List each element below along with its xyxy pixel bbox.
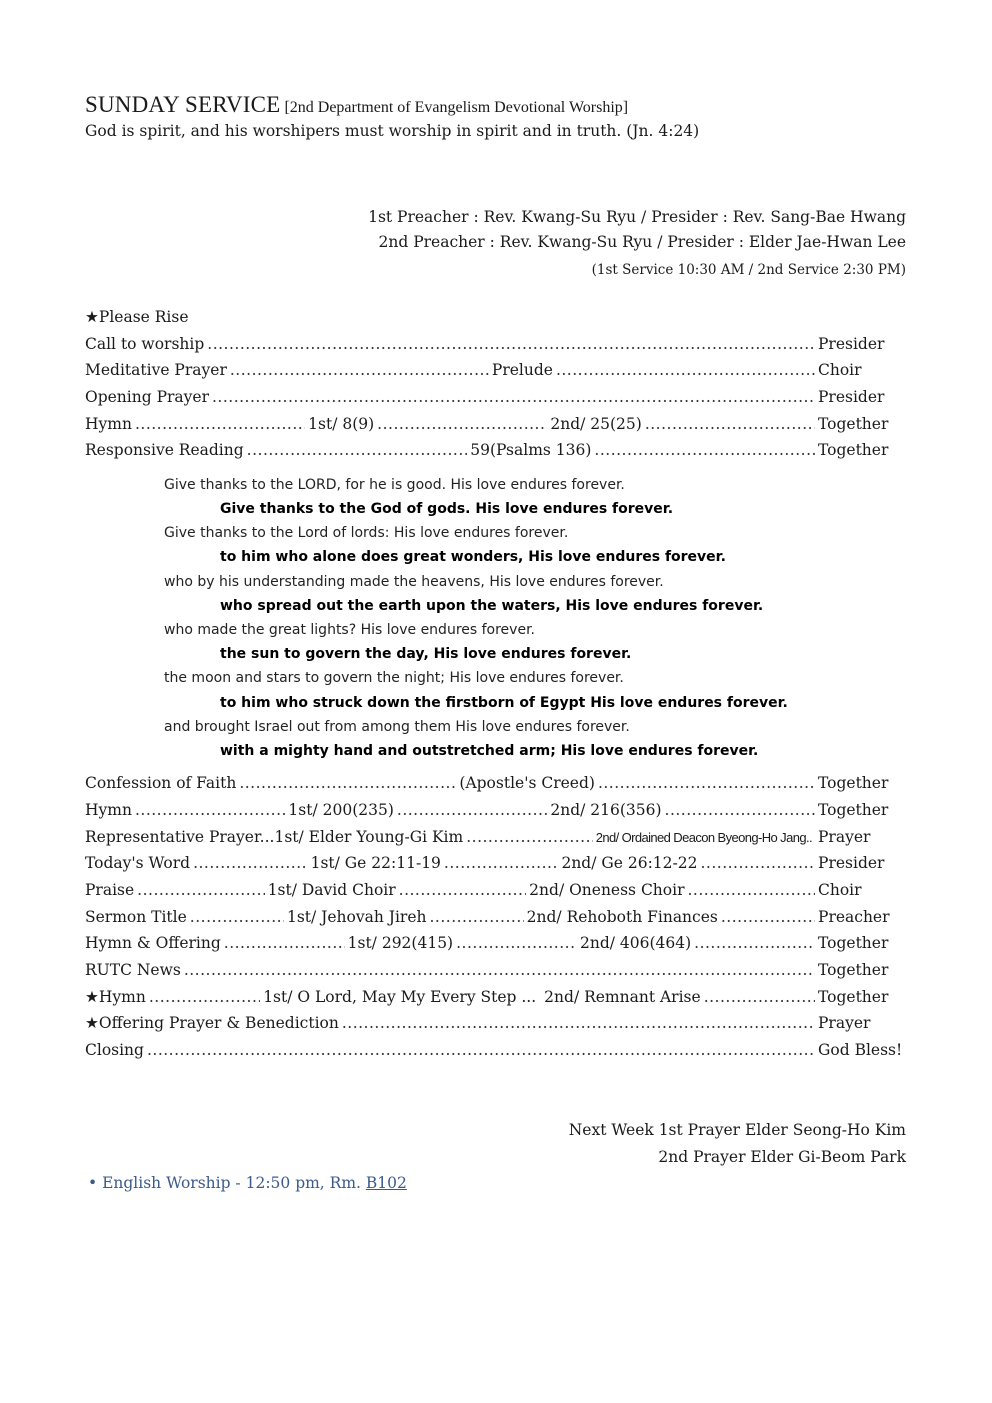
leader-dots [444, 854, 559, 872]
order-role: God Bless! [818, 1041, 903, 1059]
order-role: Presider [818, 854, 885, 872]
leader-dots [190, 908, 284, 926]
leader-dots [645, 415, 815, 433]
leader-dots [700, 854, 815, 872]
responsive-line-people: Give thanks to the God of gods. His love endures forever. [220, 501, 674, 517]
leader-dots [594, 441, 815, 459]
order-role: Prayer [818, 1014, 871, 1032]
responsive-line-leader: who made the great lights? His love endures forever. [164, 622, 535, 638]
order-row [85, 801, 903, 823]
order-mid: 2nd/ Oneness Choir [529, 881, 685, 899]
order-role: Presider [818, 388, 885, 406]
order-label: Hymn [85, 801, 132, 819]
order-mid: 1st/ 200(235) [288, 801, 394, 819]
order-mid: 2nd/ 216(356) [550, 801, 662, 819]
leader-dots [456, 934, 577, 952]
leader-dots [137, 881, 265, 899]
order-mid: 59(Psalms 136) [470, 441, 592, 459]
responsive-line-people: with a mighty hand and outstretched arm; His love endures forever. [220, 743, 759, 759]
order-label: Confession of Faith [85, 774, 237, 792]
next-week-line-1: Next Week 1st Prayer Elder Seong-Ho Kim [568, 1121, 906, 1139]
preacher-line-2: 2nd Preacher : Rev. Kwang-Su Ryu / Presider : Elder Jae-Hwan Lee [378, 233, 906, 251]
order-mid: 1st/ 8(9) [308, 415, 375, 433]
leader-dots [230, 361, 489, 379]
order-label: Meditative Prayer [85, 361, 227, 379]
responsive-line-leader: and brought Israel out from among them His love endures forever. [164, 719, 630, 735]
responsive-line-people: to him who alone does great wonders, His love endures forever. [220, 549, 726, 565]
order-mid: 2nd/ 406(464) [579, 934, 692, 952]
order-label: Hymn [85, 415, 132, 433]
order-label: Opening Prayer [85, 388, 209, 406]
service-times: (1st Service 10:30 AM / 2nd Service 2:30 PM) [591, 262, 906, 278]
order-role: Together [817, 801, 889, 819]
leader-dots [377, 415, 547, 433]
order-label: Representative Prayer... [85, 828, 275, 846]
order-row [85, 908, 903, 930]
responsive-line-leader: who by his understanding made the heavens, His love endures forever. [164, 574, 664, 590]
order-label: Responsive Reading [85, 441, 244, 459]
leader-dots [430, 908, 524, 926]
leader-dots [135, 415, 305, 433]
leader-dots [399, 881, 527, 899]
order-label: ★Hymn [85, 988, 146, 1006]
leader-dots [207, 335, 815, 353]
order-mid: 1st/ Ge 22:11-19 [310, 854, 441, 872]
leader-dots [598, 774, 815, 792]
leader-dots [466, 828, 592, 846]
order-row [85, 854, 903, 876]
leader-dots [687, 881, 815, 899]
order-label: RUTC News [85, 961, 181, 979]
responsive-line-people: who spread out the earth upon the waters, His love endures forever. [220, 598, 764, 614]
order-mid: 2nd/ Remnant Arise [544, 988, 701, 1006]
order-row [85, 415, 903, 437]
order-row [85, 881, 903, 903]
responsive-line-leader: Give thanks to the Lord of lords: His love endures forever. [164, 525, 569, 541]
responsive-line-leader: Give thanks to the LORD, for he is good. His love endures forever. [164, 477, 625, 493]
service-subtitle: [2nd Department of Evangelism Devotional Worship] [284, 99, 629, 116]
order-label: Praise [85, 881, 135, 899]
room-link[interactable]: B102 [365, 1174, 407, 1192]
order-role: Choir [818, 881, 862, 899]
order-role: Choir [818, 361, 862, 379]
order-row [85, 335, 903, 357]
leader-dots [694, 934, 815, 952]
leader-dots [212, 388, 815, 406]
order-label: Today's Word [85, 854, 191, 872]
english-worship-note [88, 1174, 407, 1192]
leader-dots [147, 1041, 815, 1059]
order-mid: 2nd/ 25(25) [550, 415, 642, 433]
order-mid: (Apostle's Creed) [459, 774, 595, 792]
leader-dots [184, 961, 815, 979]
order-label: Sermon Title [85, 908, 187, 926]
order-mid: 1st/ 292(415) [347, 934, 454, 952]
order-row [85, 988, 903, 1010]
order-role: Together [818, 961, 889, 979]
order-row [85, 361, 903, 383]
order-mid: Prelude [491, 361, 553, 379]
order-row [85, 1041, 903, 1063]
order-label: Closing [85, 1041, 144, 1059]
order-role: Together [818, 415, 889, 433]
order-role: Together [818, 988, 889, 1006]
order-mid: 2nd/ Ordained Deacon Byeong-Ho Jang.. [595, 830, 812, 845]
order-mid: 1st/ Elder Young-Gi Kim [274, 828, 464, 846]
order-mid: 1st/ David Choir [267, 881, 396, 899]
order-row [85, 774, 903, 796]
order-row [85, 388, 903, 410]
order-label: ★Offering Prayer & Benediction [85, 1014, 339, 1032]
order-mid: 2nd/ Rehoboth Finances [526, 908, 718, 926]
order-row [85, 828, 903, 850]
next-week-line-2: 2nd Prayer Elder Gi-Beom Park [658, 1148, 906, 1166]
leader-dots [397, 801, 547, 819]
leader-dots [556, 361, 815, 379]
order-mid: 1st/ Jehovah Jireh [286, 908, 427, 926]
preacher-line-1: 1st Preacher : Rev. Kwang-Su Ryu / Presider : Rev. Sang-Bae Hwang [368, 208, 906, 226]
leader-dots [135, 801, 285, 819]
order-role: Preacher [818, 908, 890, 926]
order-row [85, 934, 903, 956]
order-row [85, 1014, 903, 1036]
english-worship-text: • English Worship - 12:50 pm, Rm. [88, 1174, 366, 1192]
leader-dots [665, 801, 815, 819]
leader-dots [342, 1014, 815, 1032]
service-title: SUNDAY SERVICE [85, 92, 281, 117]
order-row [85, 441, 903, 463]
leader-dots [704, 988, 815, 1006]
order-role: Together [818, 441, 889, 459]
scripture-verse: God is spirit, and his worshipers must worship in spirit and in truth. (Jn. 4:24) [85, 122, 700, 140]
responsive-line-leader: the moon and stars to govern the night; His love endures forever. [164, 670, 624, 686]
page-title [85, 92, 628, 118]
leader-dots [721, 908, 815, 926]
order-mid: 1st/ O Lord, May My Every Step ... [263, 988, 537, 1006]
please-rise-note: ★Please Rise [85, 308, 189, 326]
order-mid: 2nd/ Ge 26:12-22 [561, 854, 698, 872]
leader-dots [193, 854, 308, 872]
order-role: Together [818, 774, 889, 792]
order-label: Hymn & Offering [85, 934, 221, 952]
leader-dots [224, 934, 345, 952]
responsive-line-people: the sun to govern the day, His love endures forever. [220, 646, 632, 662]
order-role: Together [818, 934, 889, 952]
leader-dots [239, 774, 456, 792]
order-role: Prayer [818, 828, 871, 846]
leader-dots [247, 441, 468, 459]
order-row [85, 961, 903, 983]
leader-dots [149, 988, 260, 1006]
responsive-line-people: to him who struck down the firstborn of Egypt His love endures forever. [220, 695, 788, 711]
order-label: Call to worship [85, 335, 205, 353]
order-role: Presider [818, 335, 885, 353]
